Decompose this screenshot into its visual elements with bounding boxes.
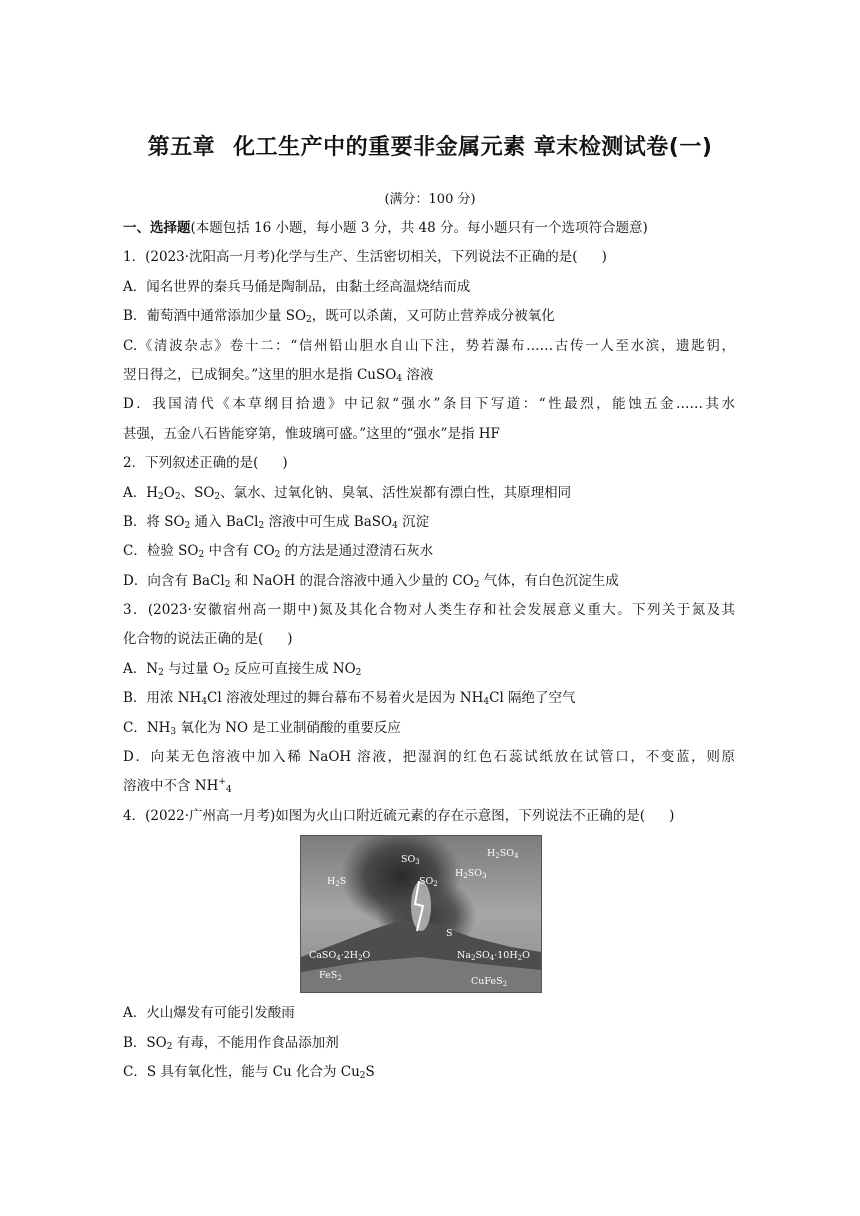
subscript: 2	[184, 520, 191, 531]
subscript: 2	[158, 491, 164, 502]
option-text: 中含有 CO	[204, 543, 275, 560]
subscript: 2	[198, 550, 205, 561]
label-h2s: $H_2S$	[327, 876, 347, 889]
subscript: 4	[392, 520, 398, 531]
subscript: 2	[174, 491, 181, 502]
option-text: B．用浓 NH	[123, 690, 202, 707]
paren-close: )	[669, 807, 675, 824]
subscript: 4	[396, 373, 403, 384]
option-text: 有毒，不能用作食品添加剂	[172, 1034, 339, 1051]
option-text: D．向某无色溶液中加入稀 NaOH 溶液，把湿润的红色石蕊试纸放在试管口，不变蓝，则原	[123, 749, 735, 766]
option-text: 气体，有白色沉淀生成	[479, 572, 619, 589]
question-text: 如图为火山口附近硫元素的存在示意图，下列说法不正确的是(	[275, 807, 646, 824]
question-source: (2022·广州高一月考)	[145, 807, 276, 824]
volcano-figure	[300, 835, 542, 993]
q4-option-b	[123, 1029, 735, 1058]
option-text: 溶液	[402, 366, 434, 383]
q4-option-c	[123, 1058, 735, 1087]
q2-option-b	[123, 508, 735, 537]
subscript: 2	[166, 1041, 173, 1052]
option-text: 、SO	[180, 484, 215, 501]
subscript: 2	[258, 520, 265, 531]
option-text: B．葡萄酒中通常添加少量 SO	[123, 308, 307, 325]
paren-close: )	[282, 455, 288, 472]
label-s: S	[446, 928, 453, 940]
q1-option-c-line2	[123, 361, 735, 390]
q1-option-c-line1	[123, 332, 735, 361]
question-text: 下列叙述正确的是(	[145, 455, 259, 472]
chapter-title: 化工生产中的重要非金属元素 章末检测试卷(一)	[233, 135, 713, 160]
option-text: A．火山爆发有可能引发酸雨	[123, 1005, 295, 1022]
question-3-stem-line1	[123, 596, 735, 625]
section-heading: 一、选择题	[123, 220, 191, 236]
paren-close: )	[287, 631, 293, 648]
subscript: 2	[223, 667, 230, 678]
label-cufes2: CuFeS$_2$	[471, 976, 508, 989]
option-text: 反应可直接生成 NO	[229, 660, 356, 677]
question-text: 化合物的说法正确的是(	[123, 631, 264, 648]
q1-option-d-line2	[123, 420, 735, 449]
label-caso4: $CaSO_4\cdot 2H_2O$	[309, 950, 371, 963]
option-text: 通入 BaCl	[190, 513, 259, 530]
q1-option-d-line1	[123, 390, 735, 419]
subscript: 4	[201, 697, 208, 708]
score-note: (满分：100 分)	[384, 192, 476, 207]
subscript: 2	[274, 550, 281, 561]
section-note: (本题包括 16 小题，每小题 3 分，共 48 分。每小题只有一个选项符合题意)	[190, 220, 648, 236]
option-text: A．H	[123, 484, 159, 501]
question-4-stem	[123, 802, 735, 831]
question-number: 1．	[123, 249, 146, 266]
option-text: 溶液中不含 NH	[123, 778, 219, 795]
superscript: +	[218, 777, 226, 788]
option-text: 、氯水、过氧化钠、臭氧、活性炭都有漂白性，其原理相同	[220, 484, 572, 501]
option-text: B．将 SO	[123, 513, 185, 530]
question-body	[123, 214, 735, 1087]
option-text: Cl 隔绝了空气	[489, 690, 576, 707]
subscript: 2	[214, 491, 221, 502]
q2-option-a	[123, 479, 735, 508]
q1-option-a	[123, 273, 735, 302]
subscript: 2	[158, 667, 164, 678]
subscript: 2	[355, 667, 362, 678]
question-1-stem	[123, 243, 735, 272]
subscript: 4	[225, 785, 232, 796]
subscript: 2	[359, 1070, 366, 1081]
subscript: 2	[473, 579, 480, 590]
question-text: 化学与生产、生活密切相关，下列说法不正确的是(	[275, 249, 578, 266]
option-text: D．我国清代《本草纲目拾遗》中记叙“强水”条目下写道：“性最烈，能蚀五金……其水	[123, 396, 735, 413]
subscript: 4	[483, 697, 490, 708]
q1-option-b	[123, 302, 735, 331]
label-fes2: FeS$_2$	[319, 970, 342, 983]
option-text: A．N	[123, 660, 159, 677]
question-number: 2．	[123, 455, 146, 472]
option-text: A．闻名世界的秦兵马俑是陶制品，由黏土经高温烧结而成	[123, 278, 471, 295]
subscript: 2	[224, 579, 231, 590]
label-h2so4: $H_2SO_4$	[487, 848, 519, 861]
option-text: C．NH	[123, 719, 171, 736]
subscript: 2	[306, 315, 312, 326]
option-text: 沉淀	[397, 513, 430, 530]
question-2-stem	[123, 449, 735, 478]
question-source: (2023·沈阳高一月考)	[145, 249, 276, 266]
q3-option-b	[123, 684, 735, 713]
page-title	[0, 130, 860, 161]
q3-option-d-line2	[123, 772, 735, 801]
q2-option-d	[123, 567, 735, 596]
option-text: C．S 具有氧化性，能与 Cu 化合为 Cu	[123, 1063, 360, 1080]
label-so2: $SO_2$	[419, 876, 438, 889]
label-na2so4: $Na_2SO_4\cdot 10H_2O$	[457, 950, 530, 963]
option-text: B．SO	[123, 1034, 167, 1051]
question-source: (2023·安徽宿州高一期中)	[147, 602, 318, 619]
option-text: Cl 溶液处理过的舞台幕布不易着火是因为 NH	[207, 690, 484, 707]
option-text: 翌日得之，已成铜矣。”这里的胆水是指 CuSO	[123, 366, 397, 383]
section-heading-line	[123, 214, 735, 243]
option-text: 甚强，五金八石皆能穿第，惟玻璃可盛。”这里的“强水”是指 HF	[123, 425, 500, 442]
q2-option-c	[123, 537, 735, 566]
option-text: C．检验 SO	[123, 543, 199, 560]
q3-option-a	[123, 655, 735, 684]
q4-option-a	[123, 999, 735, 1028]
label-so3: $SO_3$	[401, 854, 420, 867]
option-text: O	[163, 484, 175, 501]
chapter-label: 第五章	[147, 135, 216, 160]
option-text: D．向含有 BaCl	[123, 572, 225, 589]
label-h2so3: $H_2SO_3$	[455, 868, 487, 881]
subscript: 3	[170, 726, 177, 737]
option-text: 的方法是通过澄清石灰水	[280, 543, 434, 560]
question-number: 4．	[123, 807, 146, 824]
question-3-stem-line2	[123, 625, 735, 654]
paren-close: )	[601, 249, 607, 266]
option-text: 氧化为 NO 是工业制硝酸的重要反应	[176, 719, 401, 736]
option-text: 与过量 O	[163, 660, 224, 677]
option-text: 和 NaOH 的混合溶液中通入少量的 CO	[230, 572, 474, 589]
option-text: C.《清波杂志》卷十二：“信州铅山胆水自山下注，势若瀑布……古传一人至水滨，遗匙钥，	[123, 337, 735, 354]
question-number: 3．	[123, 602, 148, 619]
option-text: S	[365, 1063, 375, 1080]
q3-option-d-line1	[123, 743, 735, 772]
question-text: 氮及其化合物对人类生存和社会发展意义重大。下列关于氮及其	[317, 602, 736, 619]
option-text: 溶液中可生成 BaSO	[264, 513, 393, 530]
q3-option-c	[123, 714, 735, 743]
option-text: ，既可以杀菌，又可防止营养成分被氧化	[311, 308, 555, 325]
